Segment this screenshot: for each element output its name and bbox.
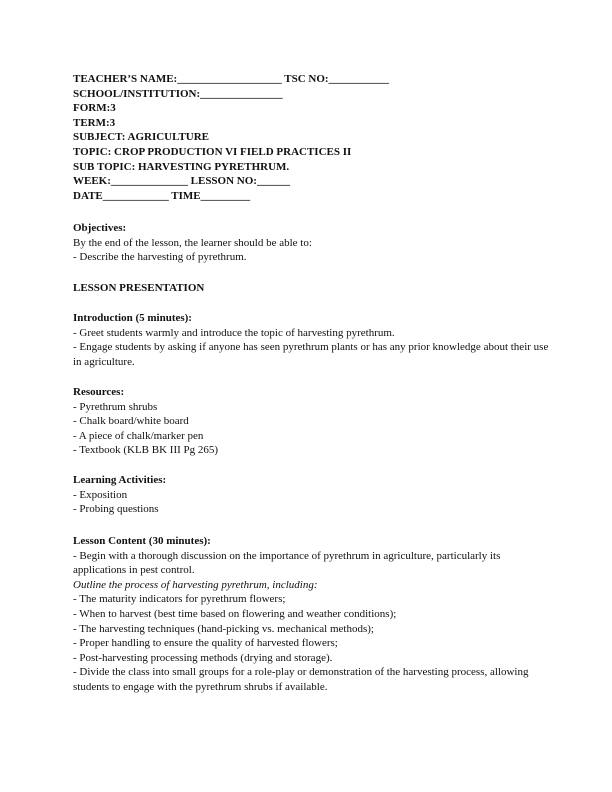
school-line: SCHOOL/INSTITUTION:_______________ bbox=[73, 87, 283, 100]
introduction-section bbox=[73, 311, 553, 369]
list-item: - Textbook (KLB BK III Pg 265) bbox=[73, 444, 219, 457]
objectives-intro: By the end of the lesson, the learner should be able to: bbox=[73, 236, 312, 249]
presentation-heading: LESSON PRESENTATION bbox=[73, 282, 205, 294]
list-item: - Proper handling to ensure the quality of harvested flowers; bbox=[73, 637, 338, 650]
list-item: - Divide the class into small groups for a role-play or demonstration of the harvesting process, allowing students to engage with the pyrethrum shrubs if available. bbox=[73, 666, 529, 693]
list-item: - Post-harvesting processing methods (drying and storage). bbox=[73, 651, 333, 664]
form: FORM:3 bbox=[73, 102, 116, 115]
activities-heading: Learning Activities: bbox=[73, 474, 167, 486]
week-line: WEEK:______________ LESSON NO:______ bbox=[73, 175, 290, 188]
objectives-heading: Objectives: bbox=[73, 222, 127, 234]
list-item: - Pyrethrum shrubs bbox=[73, 400, 158, 413]
introduction-heading: Introduction (5 minutes): bbox=[73, 312, 192, 324]
list-item: - Engage students by asking if anyone has seen pyrethrum plants or has any prior knowledge about their use in agriculture. bbox=[73, 341, 549, 368]
list-item: - Exposition bbox=[73, 488, 128, 501]
teacher-line: TEACHER’S NAME:___________________ TSC NO:___________ bbox=[73, 73, 390, 85]
list-item: - Begin with a thorough discussion on the importance of pyrethrum in agriculture, particularly its applications in pest control. bbox=[73, 549, 501, 577]
outline-text: Outline the process of harvesting pyrethrum, including: bbox=[73, 578, 318, 591]
list-item: - A piece of chalk/marker pen bbox=[73, 429, 204, 442]
resources-heading: Resources: bbox=[73, 386, 125, 398]
resources-section bbox=[73, 385, 553, 458]
list-item: - The maturity indicators for pyrethrum flowers; bbox=[73, 593, 286, 606]
subject: SUBJECT: AGRICULTURE bbox=[73, 131, 210, 144]
list-item: - When to harvest (best time based on flowering and weather conditions); bbox=[73, 607, 397, 620]
objectives-section bbox=[73, 221, 553, 265]
activities-section bbox=[73, 473, 553, 517]
presentation-section bbox=[73, 281, 553, 296]
lesson-header bbox=[73, 72, 553, 203]
list-item: - Greet students warmly and introduce the topic of harvesting pyrethrum. bbox=[73, 326, 395, 339]
list-item: - The harvesting techniques (hand-picking vs. mechanical methods); bbox=[73, 622, 374, 635]
lesson-content-section bbox=[73, 534, 553, 695]
objective-item: - Describe the harvesting of pyrethrum. bbox=[73, 251, 247, 264]
list-item: - Probing questions bbox=[73, 503, 159, 516]
topic: TOPIC: CROP PRODUCTION VI FIELD PRACTICES II bbox=[73, 145, 352, 158]
term: TERM:3 bbox=[73, 116, 116, 129]
list-item: - Chalk board/white board bbox=[73, 415, 189, 428]
sub-topic: SUB TOPIC: HARVESTING PYRETHRUM. bbox=[73, 160, 290, 173]
content-heading: Lesson Content (30 minutes): bbox=[73, 535, 211, 547]
date-line: DATE____________ TIME_________ bbox=[73, 189, 251, 202]
